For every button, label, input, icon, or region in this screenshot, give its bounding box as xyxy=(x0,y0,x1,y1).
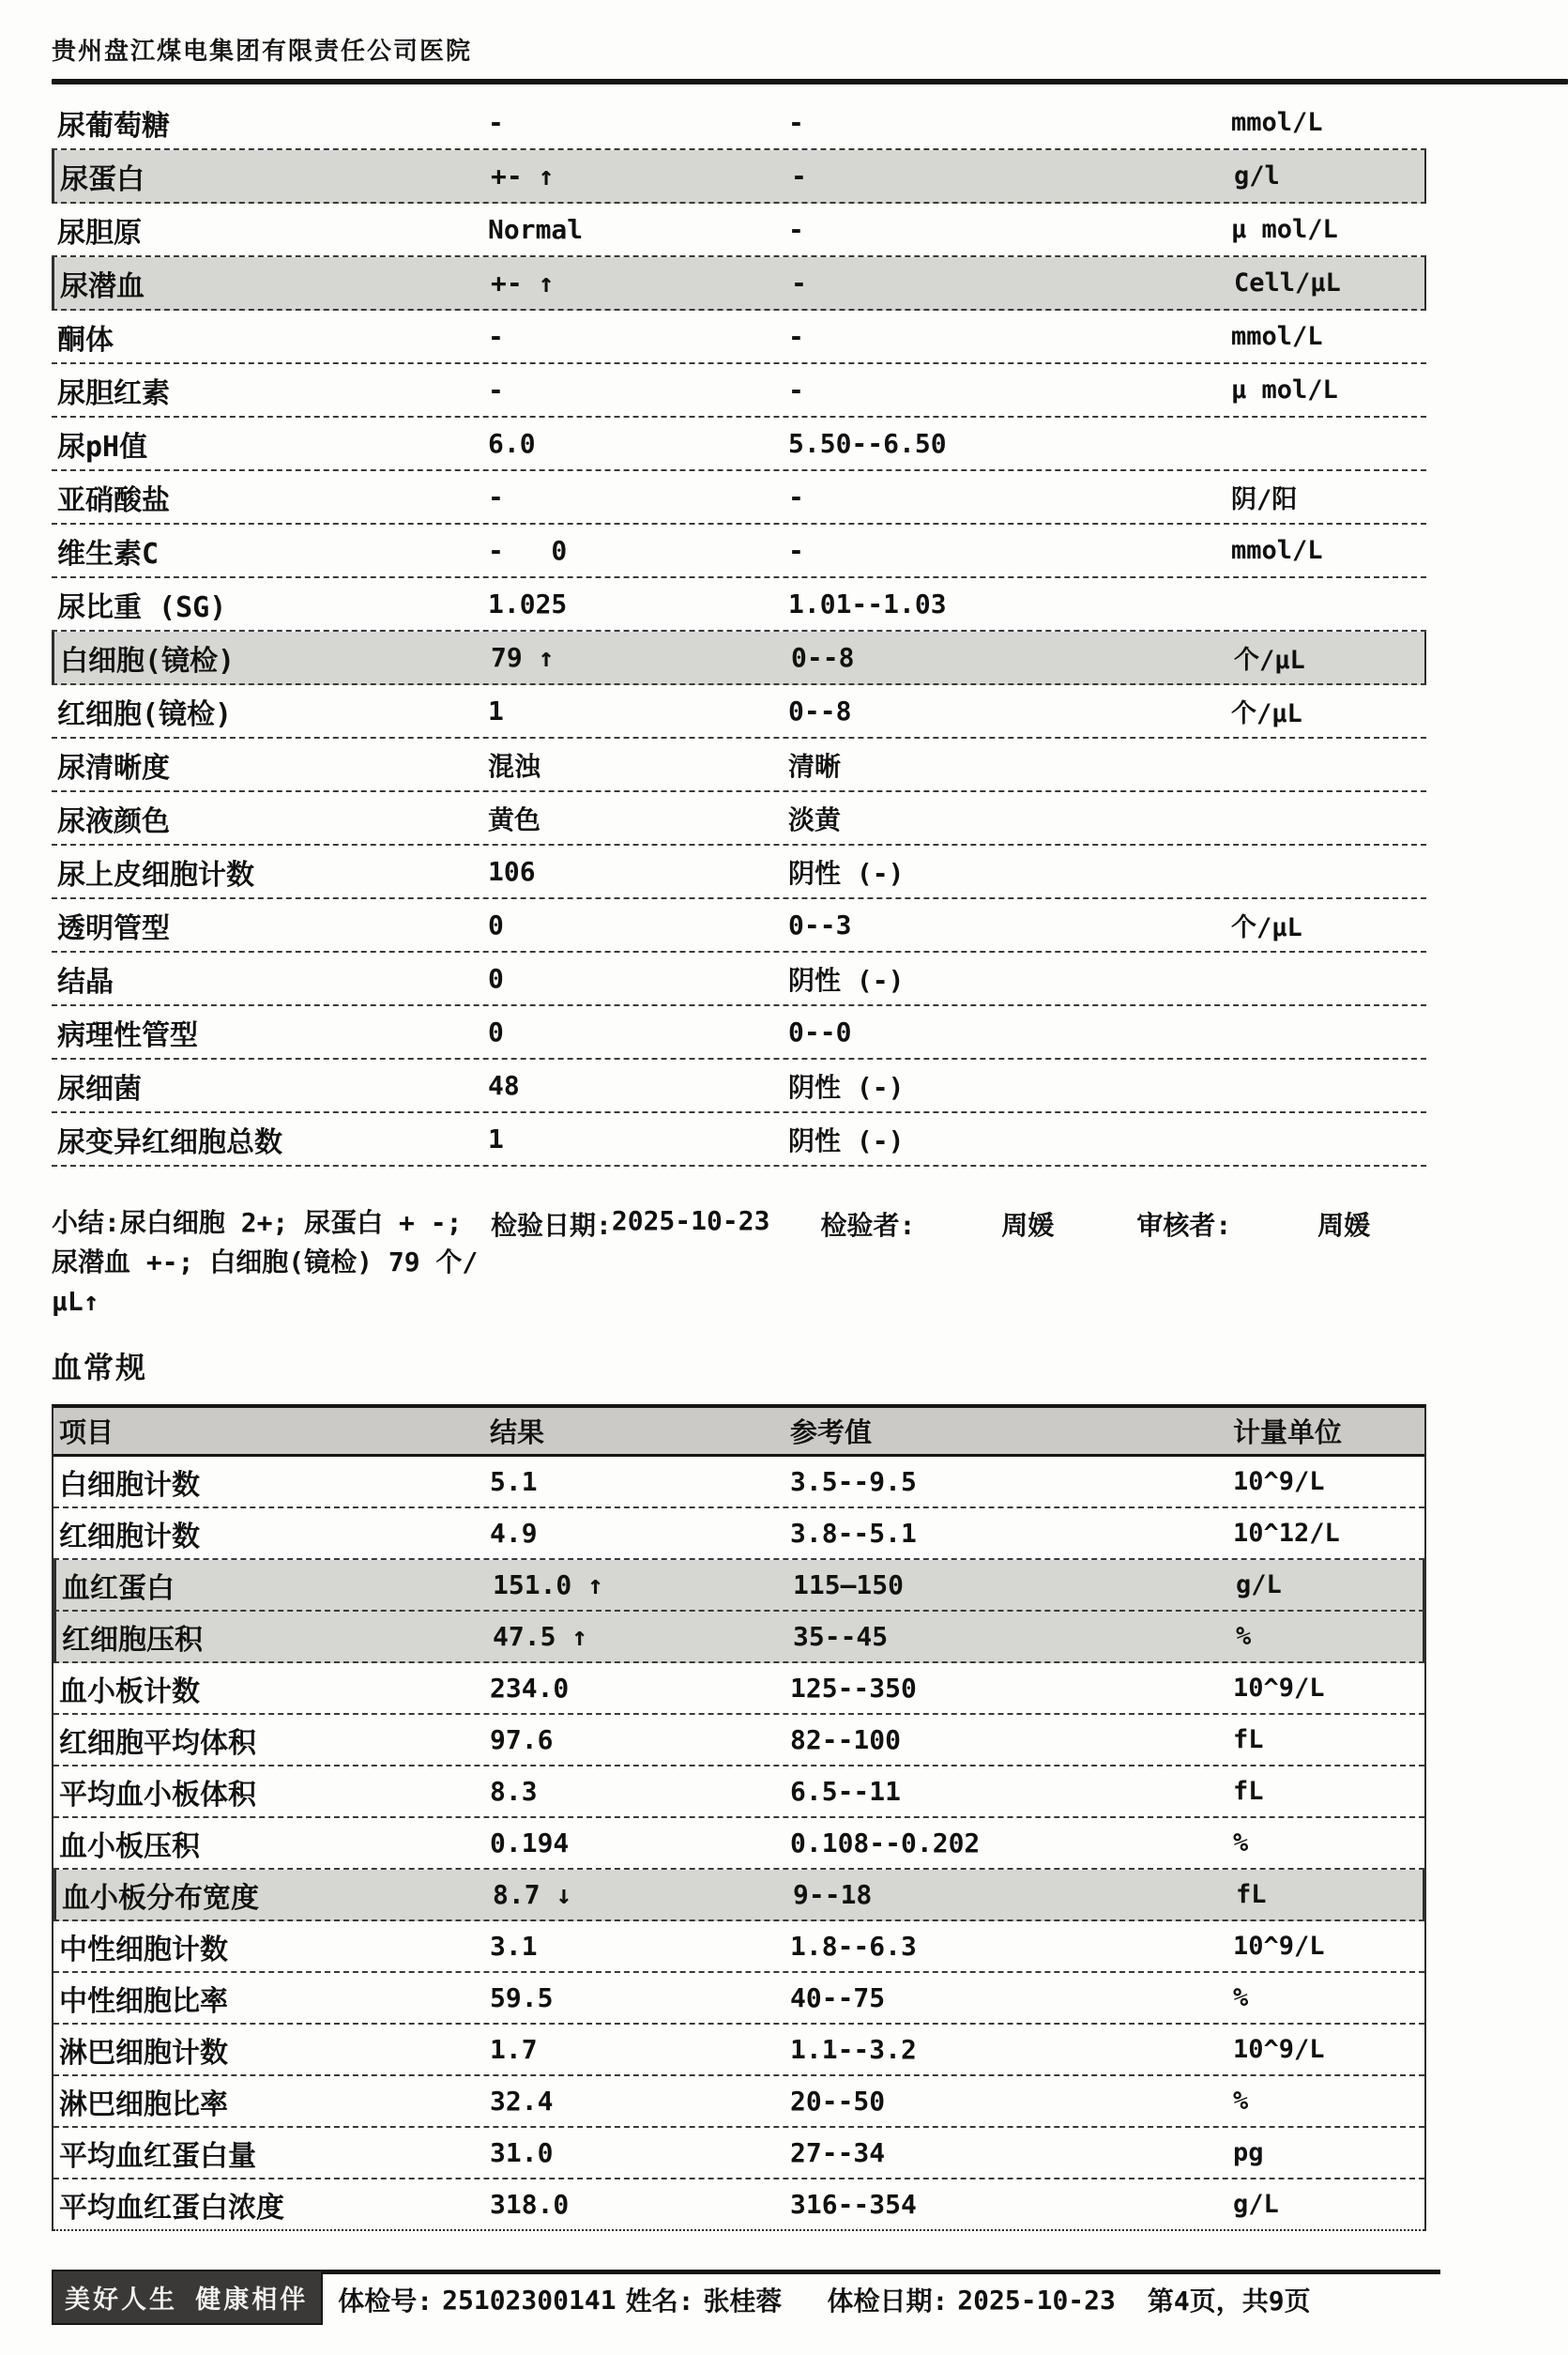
urine-summary-block xyxy=(52,1203,1515,1322)
arrow-up-icon: ↑ xyxy=(538,268,555,298)
row-item-name: 结晶 xyxy=(57,965,114,999)
row-unit: mmol/L xyxy=(1231,536,1323,565)
row-unit: pg xyxy=(1233,2138,1264,2167)
row-item-name: 亚硝酸盐 xyxy=(57,483,170,517)
row-item-name: 维生素C xyxy=(57,537,160,571)
table-row xyxy=(53,1818,1424,1870)
row-item-name: 尿上皮细胞计数 xyxy=(57,858,254,892)
table-row xyxy=(52,97,1426,150)
row-item-name: 尿潜血 xyxy=(60,269,145,303)
row-result-value: 0 xyxy=(488,1017,504,1048)
row-reference-range: 阴性 (-) xyxy=(788,1071,905,1103)
page-number-info: 第4页，共9页 xyxy=(1147,2286,1311,2317)
table-row xyxy=(52,899,1426,953)
table-row xyxy=(52,204,1426,257)
table-row xyxy=(52,1113,1426,1167)
row-reference-range: 6.5--11 xyxy=(790,1776,902,1807)
patient-name-value: 张桂蓉 xyxy=(703,2286,783,2317)
table-row xyxy=(53,1715,1424,1766)
table-row xyxy=(53,2076,1424,2128)
checkup-date-label: 体检日期: xyxy=(827,2286,949,2317)
table-row xyxy=(52,739,1426,792)
row-item-name: 中性细胞计数 xyxy=(59,1933,228,1966)
row-unit: 个/μL xyxy=(1231,913,1302,942)
row-result-value: 234.0 xyxy=(490,1673,570,1704)
exam-no-value: 25102300141 xyxy=(442,2284,617,2316)
row-unit: g/l xyxy=(1234,161,1280,191)
row-reference-range: 40--75 xyxy=(790,1982,886,2013)
row-unit: Cell/μL xyxy=(1234,268,1341,298)
row-reference-range: 125--350 xyxy=(790,1673,917,1704)
row-unit: % xyxy=(1233,1983,1249,2012)
row-reference-range: 3.8--5.1 xyxy=(790,1518,917,1549)
page-footer xyxy=(52,2270,1440,2325)
arrow-up-icon: ↑ xyxy=(538,161,555,191)
exam-no-label: 体检号: xyxy=(338,2286,434,2317)
row-unit: % xyxy=(1236,1622,1252,1651)
row-reference-range: - xyxy=(788,375,804,405)
row-item-name: 尿变异红细胞总数 xyxy=(57,1125,282,1159)
row-result-value: 1 xyxy=(488,1124,504,1155)
row-item-name: 尿葡萄糖 xyxy=(57,109,170,143)
row-item-name: 血小板压积 xyxy=(59,1829,200,1863)
row-unit: g/L xyxy=(1236,1570,1282,1599)
table-row xyxy=(53,1508,1424,1560)
blood-section-title: 血常规 xyxy=(52,1350,148,1385)
examiner-name: 周媛 xyxy=(1001,1210,1055,1241)
row-unit: 10^9/L xyxy=(1233,1932,1325,1961)
row-result-value: 8.3 xyxy=(490,1776,538,1807)
row-reference-range: 0.108--0.202 xyxy=(790,1827,981,1858)
table-row xyxy=(53,1457,1424,1508)
row-reference-range: 1.8--6.3 xyxy=(790,1931,917,1962)
reviewer-label: 审核者: xyxy=(1136,1210,1232,1241)
table-row xyxy=(53,1663,1424,1715)
row-result-value: - xyxy=(488,482,504,512)
row-result-value: 318.0 xyxy=(490,2189,570,2220)
table-row xyxy=(52,1060,1426,1113)
row-unit: 10^12/L xyxy=(1233,1519,1340,1548)
row-item-name: 酮体 xyxy=(57,323,114,357)
table-row xyxy=(52,471,1426,525)
row-reference-range: 27--34 xyxy=(790,2137,886,2168)
checkup-date-value: 2025-10-23 xyxy=(957,2284,1116,2316)
row-unit: 个/μL xyxy=(1231,699,1302,728)
row-result-value: 151.0 ↑ xyxy=(493,1569,604,1600)
row-reference-range: 淡黄 xyxy=(788,803,842,835)
row-result-value: 黄色 xyxy=(488,803,541,835)
row-result-value: +- ↑ xyxy=(491,268,555,298)
table-row xyxy=(52,1006,1426,1060)
table-row xyxy=(53,1560,1424,1612)
row-result-value: Normal xyxy=(488,214,584,245)
row-reference-range: 82--100 xyxy=(790,1724,902,1755)
row-reference-range: 5.50--6.50 xyxy=(788,428,947,459)
table-row xyxy=(53,2128,1424,2179)
row-result-value: 0 xyxy=(488,963,504,994)
exam-date-label: 检验日期: xyxy=(491,1210,612,1241)
row-result-value: 6.0 xyxy=(488,428,536,459)
row-result-value: 97.6 xyxy=(490,1724,554,1755)
row-item-name: 尿细菌 xyxy=(57,1072,142,1106)
table-row xyxy=(52,418,1426,471)
row-item-name: 红细胞平均体积 xyxy=(59,1726,256,1760)
row-unit: 10^9/L xyxy=(1233,1467,1325,1496)
row-reference-range: 0--8 xyxy=(791,642,855,673)
table-row xyxy=(52,578,1426,632)
row-result-value: 32.4 xyxy=(490,2086,554,2117)
row-reference-range: - xyxy=(788,535,804,566)
footer-info-bar xyxy=(323,2270,1440,2325)
row-result-value: 0.194 xyxy=(490,1827,570,1858)
row-result-value: 0 xyxy=(488,910,504,940)
table-row xyxy=(52,257,1426,311)
row-reference-range: - xyxy=(788,214,804,245)
row-unit: 10^9/L xyxy=(1233,1674,1325,1703)
row-reference-range: - xyxy=(791,268,807,298)
row-unit: % xyxy=(1233,1828,1249,1858)
table-row xyxy=(52,311,1426,364)
row-unit: μ mol/L xyxy=(1231,375,1338,405)
summary-note: 小结:尿白细胞 2+; 尿蛋白 + -; 尿潜血 +-; 白细胞(镜检) 79 个/μL↑ xyxy=(52,1207,479,1317)
row-item-name: 淋巴细胞计数 xyxy=(59,2036,228,2070)
row-result-value: 47.5 ↑ xyxy=(493,1621,588,1652)
row-item-name: 红细胞压积 xyxy=(62,1623,203,1657)
table-row xyxy=(53,1921,1424,1973)
row-reference-range: 0--8 xyxy=(788,696,852,726)
table-row xyxy=(52,792,1426,846)
table-row xyxy=(53,1870,1424,1921)
reviewer-name: 周媛 xyxy=(1317,1210,1371,1241)
row-reference-range: 0--3 xyxy=(788,910,852,940)
footer-slogan-badge: 美好人生 健康相伴 xyxy=(52,2270,323,2325)
row-result-value: 1 xyxy=(488,696,504,726)
blood-table-body xyxy=(53,1457,1424,2231)
table-row xyxy=(52,525,1426,578)
row-item-name: 透明管型 xyxy=(57,911,170,945)
row-item-name: 中性细胞比率 xyxy=(59,1984,228,2018)
row-result-value: - xyxy=(488,375,504,405)
table-row xyxy=(53,1766,1424,1818)
row-item-name: 白细胞(镜检) xyxy=(60,644,236,678)
table-row xyxy=(52,846,1426,899)
row-result-value: +- ↑ xyxy=(491,161,555,191)
row-reference-range: 115—150 xyxy=(793,1569,905,1600)
arrow-up-icon: ↑ xyxy=(538,642,555,673)
row-reference-range: 阴性 (-) xyxy=(788,1124,905,1156)
row-result-value: 48 xyxy=(488,1070,520,1101)
row-reference-range: 20--50 xyxy=(790,2086,886,2117)
row-result-value: 混浊 xyxy=(488,750,541,782)
row-reference-range: 3.5--9.5 xyxy=(790,1466,917,1497)
table-row xyxy=(53,1612,1424,1663)
row-reference-range: - xyxy=(788,107,804,138)
row-reference-range: 9--18 xyxy=(793,1879,873,1910)
row-unit: mmol/L xyxy=(1231,108,1323,137)
table-row xyxy=(52,685,1426,739)
row-reference-range: 35--45 xyxy=(793,1621,889,1652)
col-header-unit: 计量单位 xyxy=(1233,1416,1343,1448)
row-result-value: 79 ↑ xyxy=(491,642,555,673)
col-header-reference: 参考值 xyxy=(790,1416,873,1448)
urine-results-table xyxy=(52,97,1426,1167)
row-item-name: 平均血红蛋白浓度 xyxy=(59,2191,284,2225)
row-result-value: 4.9 xyxy=(490,1518,538,1549)
row-item-name: 尿比重 (SG) xyxy=(57,590,227,624)
row-reference-range: 316--354 xyxy=(790,2189,917,2220)
table-row xyxy=(52,632,1426,685)
row-result-value: - xyxy=(488,107,504,138)
row-unit: mmol/L xyxy=(1231,322,1323,351)
row-reference-range: 1.1--3.2 xyxy=(790,2034,917,2065)
row-result-value: 8.7 ↓ xyxy=(493,1879,572,1910)
row-result-value: 5.1 xyxy=(490,1466,538,1497)
table-row xyxy=(52,953,1426,1006)
row-item-name: 尿液颜色 xyxy=(57,804,170,838)
row-item-name: 尿清晰度 xyxy=(57,751,170,785)
row-item-name: 平均血红蛋白量 xyxy=(59,2139,256,2173)
row-reference-range: 0--0 xyxy=(788,1017,852,1048)
col-header-item: 项目 xyxy=(59,1416,114,1448)
row-unit: fL xyxy=(1233,1725,1264,1754)
row-result-value: - xyxy=(488,321,504,352)
row-unit: % xyxy=(1233,2087,1249,2116)
row-result-value: 1.7 xyxy=(490,2034,538,2065)
row-unit: fL xyxy=(1233,1777,1264,1806)
row-item-name: 平均血小板体积 xyxy=(59,1778,256,1812)
summary-meta xyxy=(491,1203,1370,1243)
row-unit: 个/μL xyxy=(1234,646,1305,675)
table-row xyxy=(52,364,1426,418)
row-result-value: - 0 xyxy=(488,535,568,566)
table-row xyxy=(53,2025,1424,2076)
arrow-down-icon: ↓ xyxy=(556,1879,572,1910)
row-item-name: 血小板分布宽度 xyxy=(62,1881,259,1915)
row-item-name: 尿pH值 xyxy=(57,430,148,464)
examiner-label: 检验者: xyxy=(820,1210,916,1241)
row-item-name: 尿胆红素 xyxy=(57,376,170,410)
row-reference-range: 阴性 (-) xyxy=(788,964,905,996)
row-item-name: 红细胞计数 xyxy=(59,1520,200,1553)
row-reference-range: 清晰 xyxy=(788,750,842,782)
table-row xyxy=(53,1973,1424,2025)
row-item-name: 尿蛋白 xyxy=(60,162,145,196)
row-unit: 10^9/L xyxy=(1233,2035,1325,2064)
row-result-value: 1.025 xyxy=(488,589,568,619)
row-result-value: 106 xyxy=(488,856,536,887)
row-result-value: 31.0 xyxy=(490,2137,554,2168)
row-item-name: 淋巴细胞比率 xyxy=(59,2087,228,2121)
row-unit: g/L xyxy=(1233,2190,1279,2219)
patient-name-label: 姓名: xyxy=(625,2286,694,2317)
hospital-name: 贵州盘江煤电集团有限责任公司医院 xyxy=(52,38,473,66)
blood-table-header xyxy=(53,1408,1424,1457)
blood-results-table xyxy=(52,1404,1426,2231)
row-reference-range: - xyxy=(788,482,804,512)
row-item-name: 白细胞计数 xyxy=(59,1468,200,1502)
row-reference-range: 阴性 (-) xyxy=(788,857,905,889)
row-reference-range: - xyxy=(788,321,804,352)
row-item-name: 血小板计数 xyxy=(59,1674,200,1708)
col-header-result: 结果 xyxy=(490,1416,545,1448)
row-unit: 阴/阳 xyxy=(1231,485,1298,514)
row-item-name: 尿胆原 xyxy=(57,216,142,250)
header-rule xyxy=(52,79,1568,84)
row-item-name: 病理性管型 xyxy=(57,1018,198,1052)
arrow-up-icon: ↑ xyxy=(571,1621,588,1652)
row-reference-range: 1.01--1.03 xyxy=(788,589,947,619)
row-result-value: 59.5 xyxy=(490,1982,554,2013)
row-item-name: 血红蛋白 xyxy=(62,1571,175,1605)
row-unit: μ mol/L xyxy=(1231,215,1338,244)
row-reference-range: - xyxy=(791,161,807,191)
row-item-name: 红细胞(镜检) xyxy=(57,697,233,731)
exam-date-value: 2025-10-23 xyxy=(611,1205,770,1236)
arrow-up-icon: ↑ xyxy=(587,1569,604,1600)
table-row xyxy=(52,150,1426,204)
row-unit: fL xyxy=(1236,1880,1267,1909)
table-row xyxy=(53,2179,1424,2231)
row-result-value: 3.1 xyxy=(490,1931,538,1962)
